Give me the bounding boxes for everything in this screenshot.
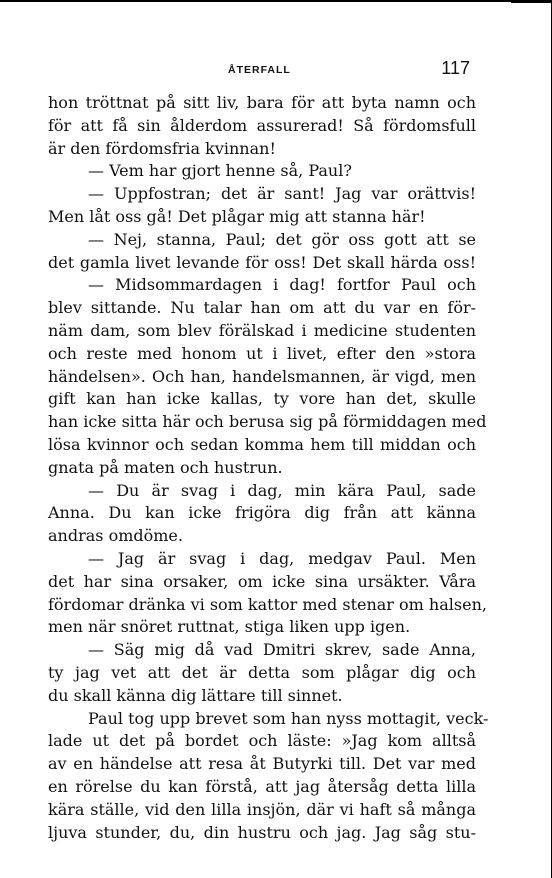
text-line: — Jag är svag i dag, medgav Paul. Men (88, 548, 476, 568)
text-line: det gamla livet levande för oss! Det skall härda oss! (48, 252, 476, 272)
text-line: av en händelse att resa åt Butyrki till. Det var med (48, 754, 476, 774)
text-line: du skall känna dig lättare till sinnet. (48, 685, 343, 705)
text-line: en rörelse du kan förstå, att jag återsåg detta lilla (48, 776, 476, 796)
text-line: han icke sitta här och berusa sig på förmiddagen med (48, 412, 487, 432)
text-line: är den fördomsfria kvinnan! (48, 138, 276, 158)
text-line: händelsen». Och han, handelsmannen, är vigd, men (48, 366, 476, 386)
text-line: — Säg mig då vad Dmitri skrev, sade Anna, (88, 640, 476, 660)
text-line: och reste med honom ut i livet, efter den »stora (48, 343, 476, 363)
text-line: — Midsommardagen i dag! fortfor Paul och (88, 275, 476, 295)
text-line: gnata på maten och hustrun. (48, 457, 283, 477)
text-line: lade ut det på bordet och läste: »Jag kom alltså (48, 731, 476, 751)
body-text (48, 92, 489, 844)
text-line: det har sina orsaker, om icke sina ursäkter. Våra (48, 571, 476, 591)
text-line: lösa kvinnor och sedan komma hem till middan och (48, 434, 476, 454)
text-line: kära ställe, vid den lilla insjön, där vi haft så många (48, 799, 476, 819)
text-line: ty jag vet att det är detta som plågar dig och (48, 662, 476, 682)
text-line: Paul tog upp brevet som han nyss mottagit, veck- (88, 708, 489, 728)
text-line: fördomar dränka vi som kattor med stenar om halsen, (48, 594, 487, 614)
text-line: för att få sin ålderdom assurerad! Så fördomsfull (48, 115, 476, 135)
page-header (48, 58, 474, 82)
text-line: — Uppfostran; det är sant! Jag var orättvis! (88, 184, 476, 204)
text-line: hon tröttnat på sitt liv, bara för att byta namn och (48, 93, 476, 112)
text-line: näm dam, som blev förälskad i medicine studenten (48, 320, 476, 340)
text-line: andras omdöme. (48, 526, 183, 546)
page-number: 117 (441, 58, 470, 78)
text-line: Anna. Du kan icke frigöra dig från att känna (48, 503, 476, 523)
text-line: — Nej, stanna, Paul; det gör oss gott att se (88, 229, 476, 249)
text-line: — Du är svag i dag, min kära Paul, sade (88, 480, 476, 500)
text-line: blev sittande. Nu talar han om att du var en för- (48, 298, 476, 318)
running-head: ÅTERFALL (228, 64, 291, 76)
text-line: ljuva stunder, du, din hustru och jag. Jag såg stu- (48, 822, 476, 842)
text-line: Men låt oss gå! Det plågar mig att stanna här! (48, 206, 426, 226)
top-edge-rule (0, 0, 552, 2)
corner-mark (511, 2, 551, 3)
text-line: men när snöret ruttnat, stiga liken upp igen. (48, 617, 411, 637)
text-line: — Vem har gjort henne så, Paul? (88, 161, 352, 181)
text-line: gift kan han icke kallas, ty vore han det, skulle (48, 389, 476, 409)
